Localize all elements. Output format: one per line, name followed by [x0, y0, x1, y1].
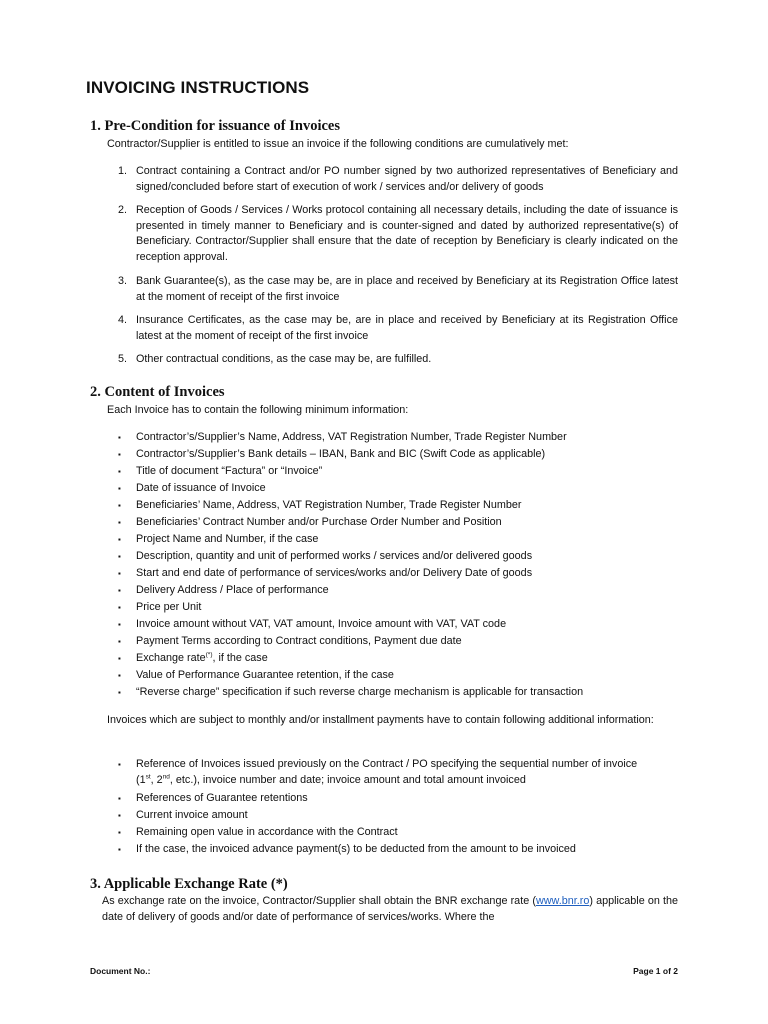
- bullet-icon: ▪: [118, 845, 121, 854]
- bullet-icon: ▪: [118, 433, 121, 442]
- bullet-icon: ▪: [118, 518, 121, 527]
- bullet-icon: ▪: [118, 535, 121, 544]
- list-item: ▪ Remaining open value in accordance with the Contract: [118, 825, 678, 841]
- item-number: 4.: [118, 314, 128, 326]
- document-title: INVOICING INSTRUCTIONS: [86, 78, 310, 97]
- item-number: 5.: [118, 353, 128, 365]
- list-item: ▪ Description, quantity and unit of performed works / services and/or delivered goods: [118, 549, 678, 565]
- list-item: ▪ Beneficiaries’ Contract Number and/or Purchase Order Number and Position: [118, 515, 678, 531]
- item-text: Contract containing a Contract and/or PO number signed by two authorized representatives of Beneficiary and signed/concluded before start of execution of work / services and/or delivery of goods: [136, 165, 678, 193]
- item-text: Insurance Certificates, as the case may be, are in place and received by Beneficiary at its Registration Office latest at the moment of receipt of the first invoice: [136, 314, 678, 342]
- section-1-intro: Contractor/Supplier is entitled to issue an invoice if the following conditions are cumulatively met:: [107, 138, 569, 150]
- list-item: ▪ Delivery Address / Place of performance: [118, 583, 678, 599]
- item-number: 3.: [118, 275, 128, 287]
- section-2-intro: Each Invoice has to contain the following minimum information:: [107, 404, 409, 416]
- bullet-icon: ▪: [118, 501, 121, 510]
- bullet-icon: ▪: [118, 569, 121, 578]
- list-item: ▪ Start and end date of performance of services/works and/or Delivery Date of goods: [118, 566, 678, 582]
- list-item: ▪ Payment Terms according to Contract conditions, Payment due date: [118, 634, 678, 650]
- list-item: ▪ “Reverse charge” specification if such reverse charge mechanism is applicable for transaction: [118, 685, 678, 701]
- additional-info-intro: Invoices which are subject to monthly and/or installment payments have to contain following additional information:: [107, 714, 654, 726]
- list-item: ▪ References of Guarantee retentions: [118, 791, 678, 807]
- bullet-icon: ▪: [118, 552, 121, 561]
- item-text: Bank Guarantee(s), as the case may be, are in place and received by Beneficiary at its Registration Office latest at the moment of receipt of the first invoice: [136, 275, 678, 303]
- section-3-paragraph: As exchange rate on the invoice, Contractor/Supplier shall obtain the BNR exchange rate (www.bnr.ro) applicable on the date of delivery of goods and/or date of performance of services/works. Where the: [102, 895, 678, 923]
- bullet-icon: ▪: [118, 586, 121, 595]
- bullet-icon: ▪: [118, 637, 121, 646]
- condition-item-1: [118, 164, 678, 195]
- bnr-link[interactable]: www.bnr.ro: [535, 895, 590, 907]
- footer-page-number: Page 1 of 2: [633, 966, 678, 976]
- bullet-icon: ▪: [118, 671, 121, 680]
- bullet-icon: ▪: [118, 484, 121, 493]
- list-item: ▪ Contractor’s/Supplier’s Name, Address, VAT Registration Number, Trade Register Number: [118, 430, 678, 446]
- list-item: ▪ Title of document “Factura” or “Invoice”: [118, 464, 678, 480]
- bullet-icon: ▪: [118, 450, 121, 459]
- item-text: Other contractual conditions, as the case may be, are fulfilled.: [136, 353, 432, 365]
- bullet-icon: ▪: [118, 760, 121, 769]
- item-text: Reception of Goods / Services / Works protocol containing all necessary details, including the date of issuance is presented in timely manner to Beneficiary and is counter-signed and dated by authorized representative(s) of Beneficiary. Contractor/Supplier shall ensure that the date of reception by Beneficiary is clearly indicated on the reception approval.: [136, 204, 678, 263]
- bullet-icon: ▪: [118, 811, 121, 820]
- item-number: 2.: [118, 204, 128, 216]
- list-item: ▪ Current invoice amount: [118, 808, 678, 824]
- section-2-heading: 2. Content of Invoices: [90, 384, 225, 400]
- list-item: ▪ Date of issuance of Invoice: [118, 481, 678, 497]
- list-item: ▪ Value of Performance Guarantee retention, if the case: [118, 668, 678, 684]
- bullet-icon: ▪: [118, 828, 121, 837]
- bullet-icon: ▪: [118, 467, 121, 476]
- item-number: 1.: [118, 165, 128, 177]
- bullet-icon: ▪: [118, 688, 121, 697]
- list-item-invoice-reference: ▪ Reference of Invoices issued previously on the Contract / PO specifying the sequential number of invoice (1st, 2nd, etc.), invoice number and date; invoice amount and total amount invoiced: [118, 758, 638, 786]
- list-item: ▪ Beneficiaries’ Name, Address, VAT Registration Number, Trade Register Number: [118, 498, 678, 514]
- footer-document-no: Document No.:: [90, 966, 151, 976]
- condition-item-2: [118, 203, 678, 265]
- section-1-heading: 1. Pre-Condition for issuance of Invoices: [90, 118, 340, 134]
- section-3-heading: 3. Applicable Exchange Rate (*): [90, 876, 288, 892]
- condition-item-4: [118, 313, 678, 344]
- list-item: ▪ Price per Unit: [118, 600, 678, 616]
- list-item: ▪ If the case, the invoiced advance payment(s) to be deducted from the amount to be invoiced: [118, 842, 678, 858]
- list-item-exchange-rate: ▪ Exchange rate(*), if the case: [118, 651, 678, 667]
- bullet-icon: ▪: [118, 654, 121, 663]
- condition-item-5: [118, 352, 678, 368]
- list-item: ▪ Contractor’s/Supplier’s Bank details – IBAN, Bank and BIC (Swift Code as applicable): [118, 447, 678, 463]
- list-item: ▪ Project Name and Number, if the case: [118, 532, 678, 548]
- bullet-icon: ▪: [118, 794, 121, 803]
- bullet-icon: ▪: [118, 620, 121, 629]
- condition-item-3: [118, 274, 678, 305]
- bullet-icon: ▪: [118, 603, 121, 612]
- list-item: ▪ Invoice amount without VAT, VAT amount, Invoice amount with VAT, VAT code: [118, 617, 678, 633]
